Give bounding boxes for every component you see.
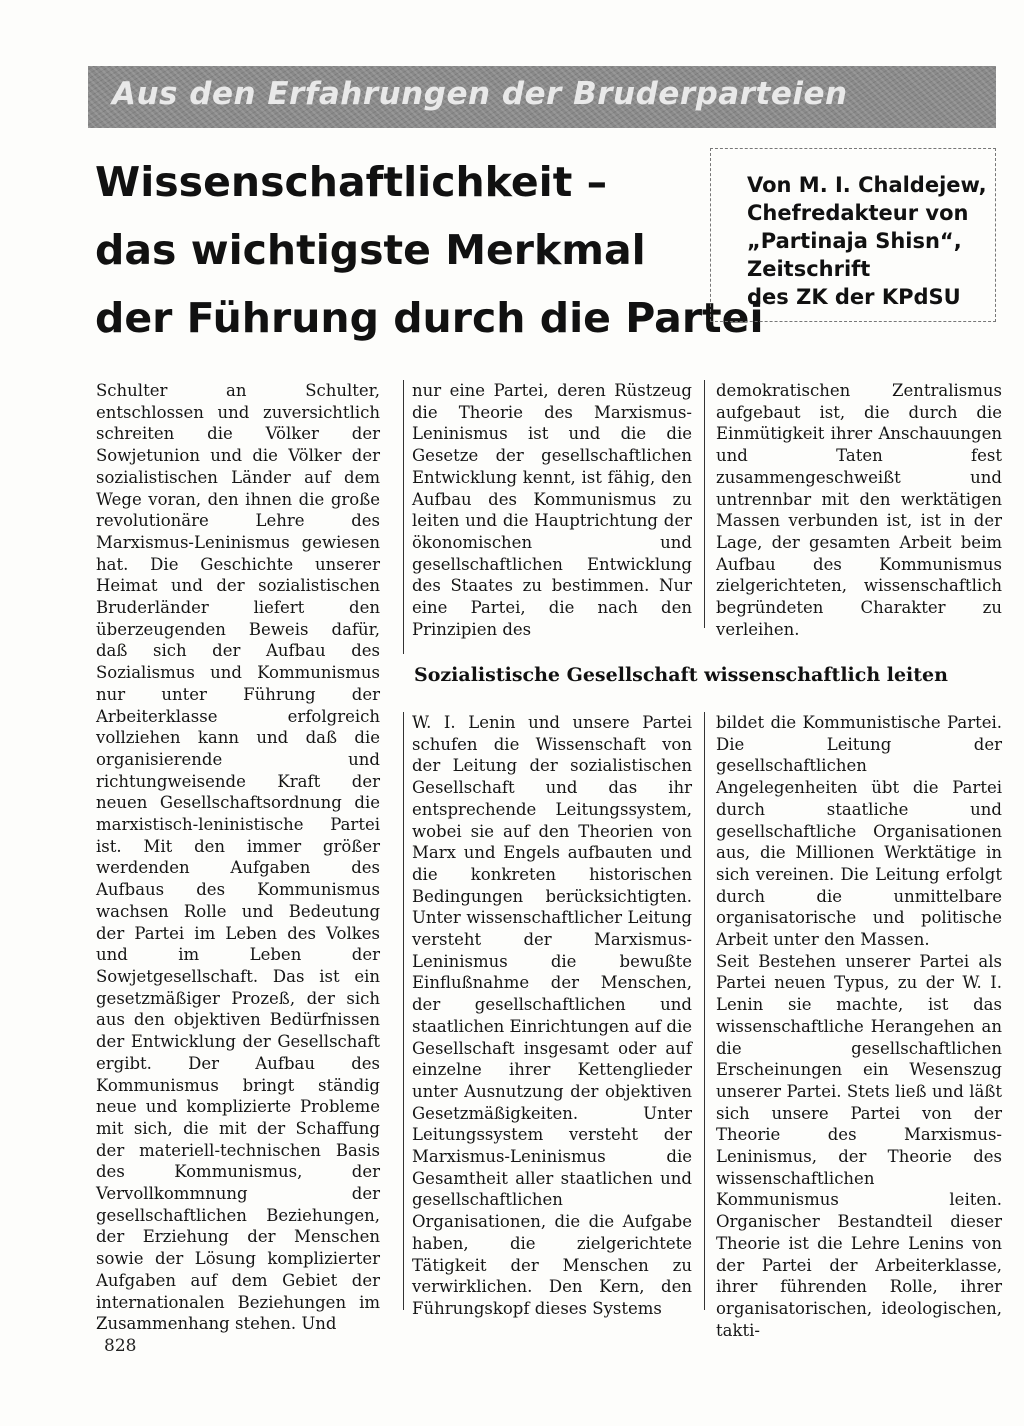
author-byline — [747, 171, 997, 311]
page-number: 828 — [104, 1336, 137, 1356]
section-banner — [88, 66, 996, 128]
author-line-3: „Partinaja Shisn“, — [747, 229, 962, 253]
author-line-2: Chefredakteur von — [747, 201, 969, 225]
column-divider — [403, 712, 404, 1310]
article-headline — [95, 148, 764, 352]
headline-line-1: Wissenschaftlichkeit – — [95, 158, 608, 206]
column-3b-paragraph-1: bildet die Kommunistische Partei. Die Leitung der gesellschaftlichen Angelegenheiten übt die Partei durch staatliche und gesellschaftliche Organisationen aus, die Millionen Werktätige in sich vereinen. Die Leitung erfolgt durch die unmittelbare organisatorische und politische Arbeit unter den Massen. — [716, 713, 1002, 950]
column-3b-paragraph-2: Seit Bestehen unserer Partei als Partei neuen Typus, zu der W. I. Lenin sie machte, ist das wissenschaftliche Herangehen an die gesellschaftlichen Erscheinungen ein Wesenszug unserer Partei. Stets ließ und läßt sich unsere Partei von der Theorie des Marxismus-Leninismus, der Theorie des wissenschaftlichen Kommunismus leiten. Organischer Bestandteil dieser Theorie ist die Lehre Lenins von der Partei der Arbeiterklasse, ihrer führenden Rolle, ihrer organisatorischen, ideologischen, takti- — [716, 951, 1002, 1340]
article-column-2 — [412, 380, 692, 640]
article-column-3 — [716, 380, 1002, 640]
author-line-4: Zeitschrift — [747, 257, 871, 281]
column-divider — [704, 380, 705, 628]
column-divider — [704, 712, 705, 1310]
headline-line-3: der Führung durch die Partei — [95, 294, 764, 342]
article-column-2-continued — [412, 712, 692, 1320]
author-line-1: Von M. I. Chaldejew, — [747, 173, 987, 197]
article-column-1 — [96, 380, 380, 1335]
article-column-3-continued — [716, 712, 1002, 1341]
column-1-text: Schulter an Schulter, entschlossen und zuversichtlich schreiten die Völker der Sowjetunion und die Völker der sozialistischen Länder auf dem Wege voran, den ihnen die große revolutionäre Lehre des Marxismus-Leninismus gewiesen hat. Die Geschichte unserer Heimat und der sozialistischen Bruderländer liefert den überzeugenden Beweis dafür, daß sich der Aufbau des Sozialismus und Kommunismus nur unter Führung der Arbeiterklasse erfolgreich vollziehen kann und daß die organisierende und richtungweisende Kraft der neuen Gesellschaftsordnung die marxistisch-leninistische Partei ist. Mit den immer größer werdenden Aufgaben des Aufbaus des Kommunismus wachsen Rolle und Bedeutung der Partei im Leben des Volkes und im Leben der Sowjetgesellschaft. Das ist ein gesetzmäßiger Prozeß, der sich aus den objektiven Bedürfnissen der Entwicklung der Gesellschaft ergibt. Der Aufbau des Kommunismus bringt ständig neue und komplizierte Probleme mit sich, die mit der Schaffung der materiell-technischen Basis des Kommunismus, der Vervollkommnung der gesellschaftlichen Beziehungen, der Erziehung der Menschen sowie der Lösung komplizierter Aufgaben auf dem Gebiet der internationalen Beziehungen im Zusammenhang stehen. Und — [96, 381, 380, 1334]
article-subheading: Sozialistische Gesellschaft wissenschaftlich leiten — [414, 664, 948, 686]
banner-text: Aus den Erfahrungen der Bruderparteien — [112, 76, 848, 112]
headline-line-2: das wichtigste Merkmal — [95, 226, 646, 274]
column-2b-text: W. I. Lenin und unsere Partei schufen die Wissenschaft von der Leitung der sozialistischen Gesellschaft und das ihr entsprechende Leitungssystem, wobei sie auf den Theorien von Marx und Engels aufbauten und die konkreten historischen Bedingungen berücksichtigten. Unter wissenschaftlicher Leitung versteht der Marxismus-Leninismus die bewußte Einflußnahme der Menschen, der gesellschaftlichen und staatlichen Einrichtungen auf die Gesellschaft insgesamt oder auf einzelne ihrer Kettenglieder unter Ausnutzung der objektiven Gesetzmäßigkeiten. Unter Leitungssystem versteht der Marxismus-Leninismus die Gesamtheit aller staatlichen und gesellschaftlichen Organisationen, die die Aufgabe haben, die zielgerichtete Tätigkeit der Menschen zu verwirklichen. Den Kern, den Führungskopf dieses Systems — [412, 713, 692, 1318]
author-box — [710, 148, 996, 322]
column-2-text: nur eine Partei, deren Rüstzeug die Theorie des Marxismus-Leninismus ist und die die Gesetze der gesellschaftlichen Entwicklung kennt, ist fähig, den Aufbau des Kommunismus zu leiten und die Hauptrichtung der ökonomischen und gesellschaftlichen Entwicklung des Staates zu bestimmen. Nur eine Partei, die nach den Prinzipien des — [412, 381, 692, 639]
column-divider — [403, 380, 404, 654]
column-3-text: demokratischen Zentralismus aufgebaut ist, die durch die Einmütigkeit ihrer Anschauungen und Taten fest zusammengeschweißt und untrennbar mit den werktätigen Massen verbunden ist, ist in der Lage, der gesamten Arbeit beim Aufbau des Kommunismus zielgerichteten, wissenschaftlich begründeten Charakter zu verleihen. — [716, 381, 1002, 639]
author-line-5: des ZK der KPdSU — [747, 285, 961, 309]
